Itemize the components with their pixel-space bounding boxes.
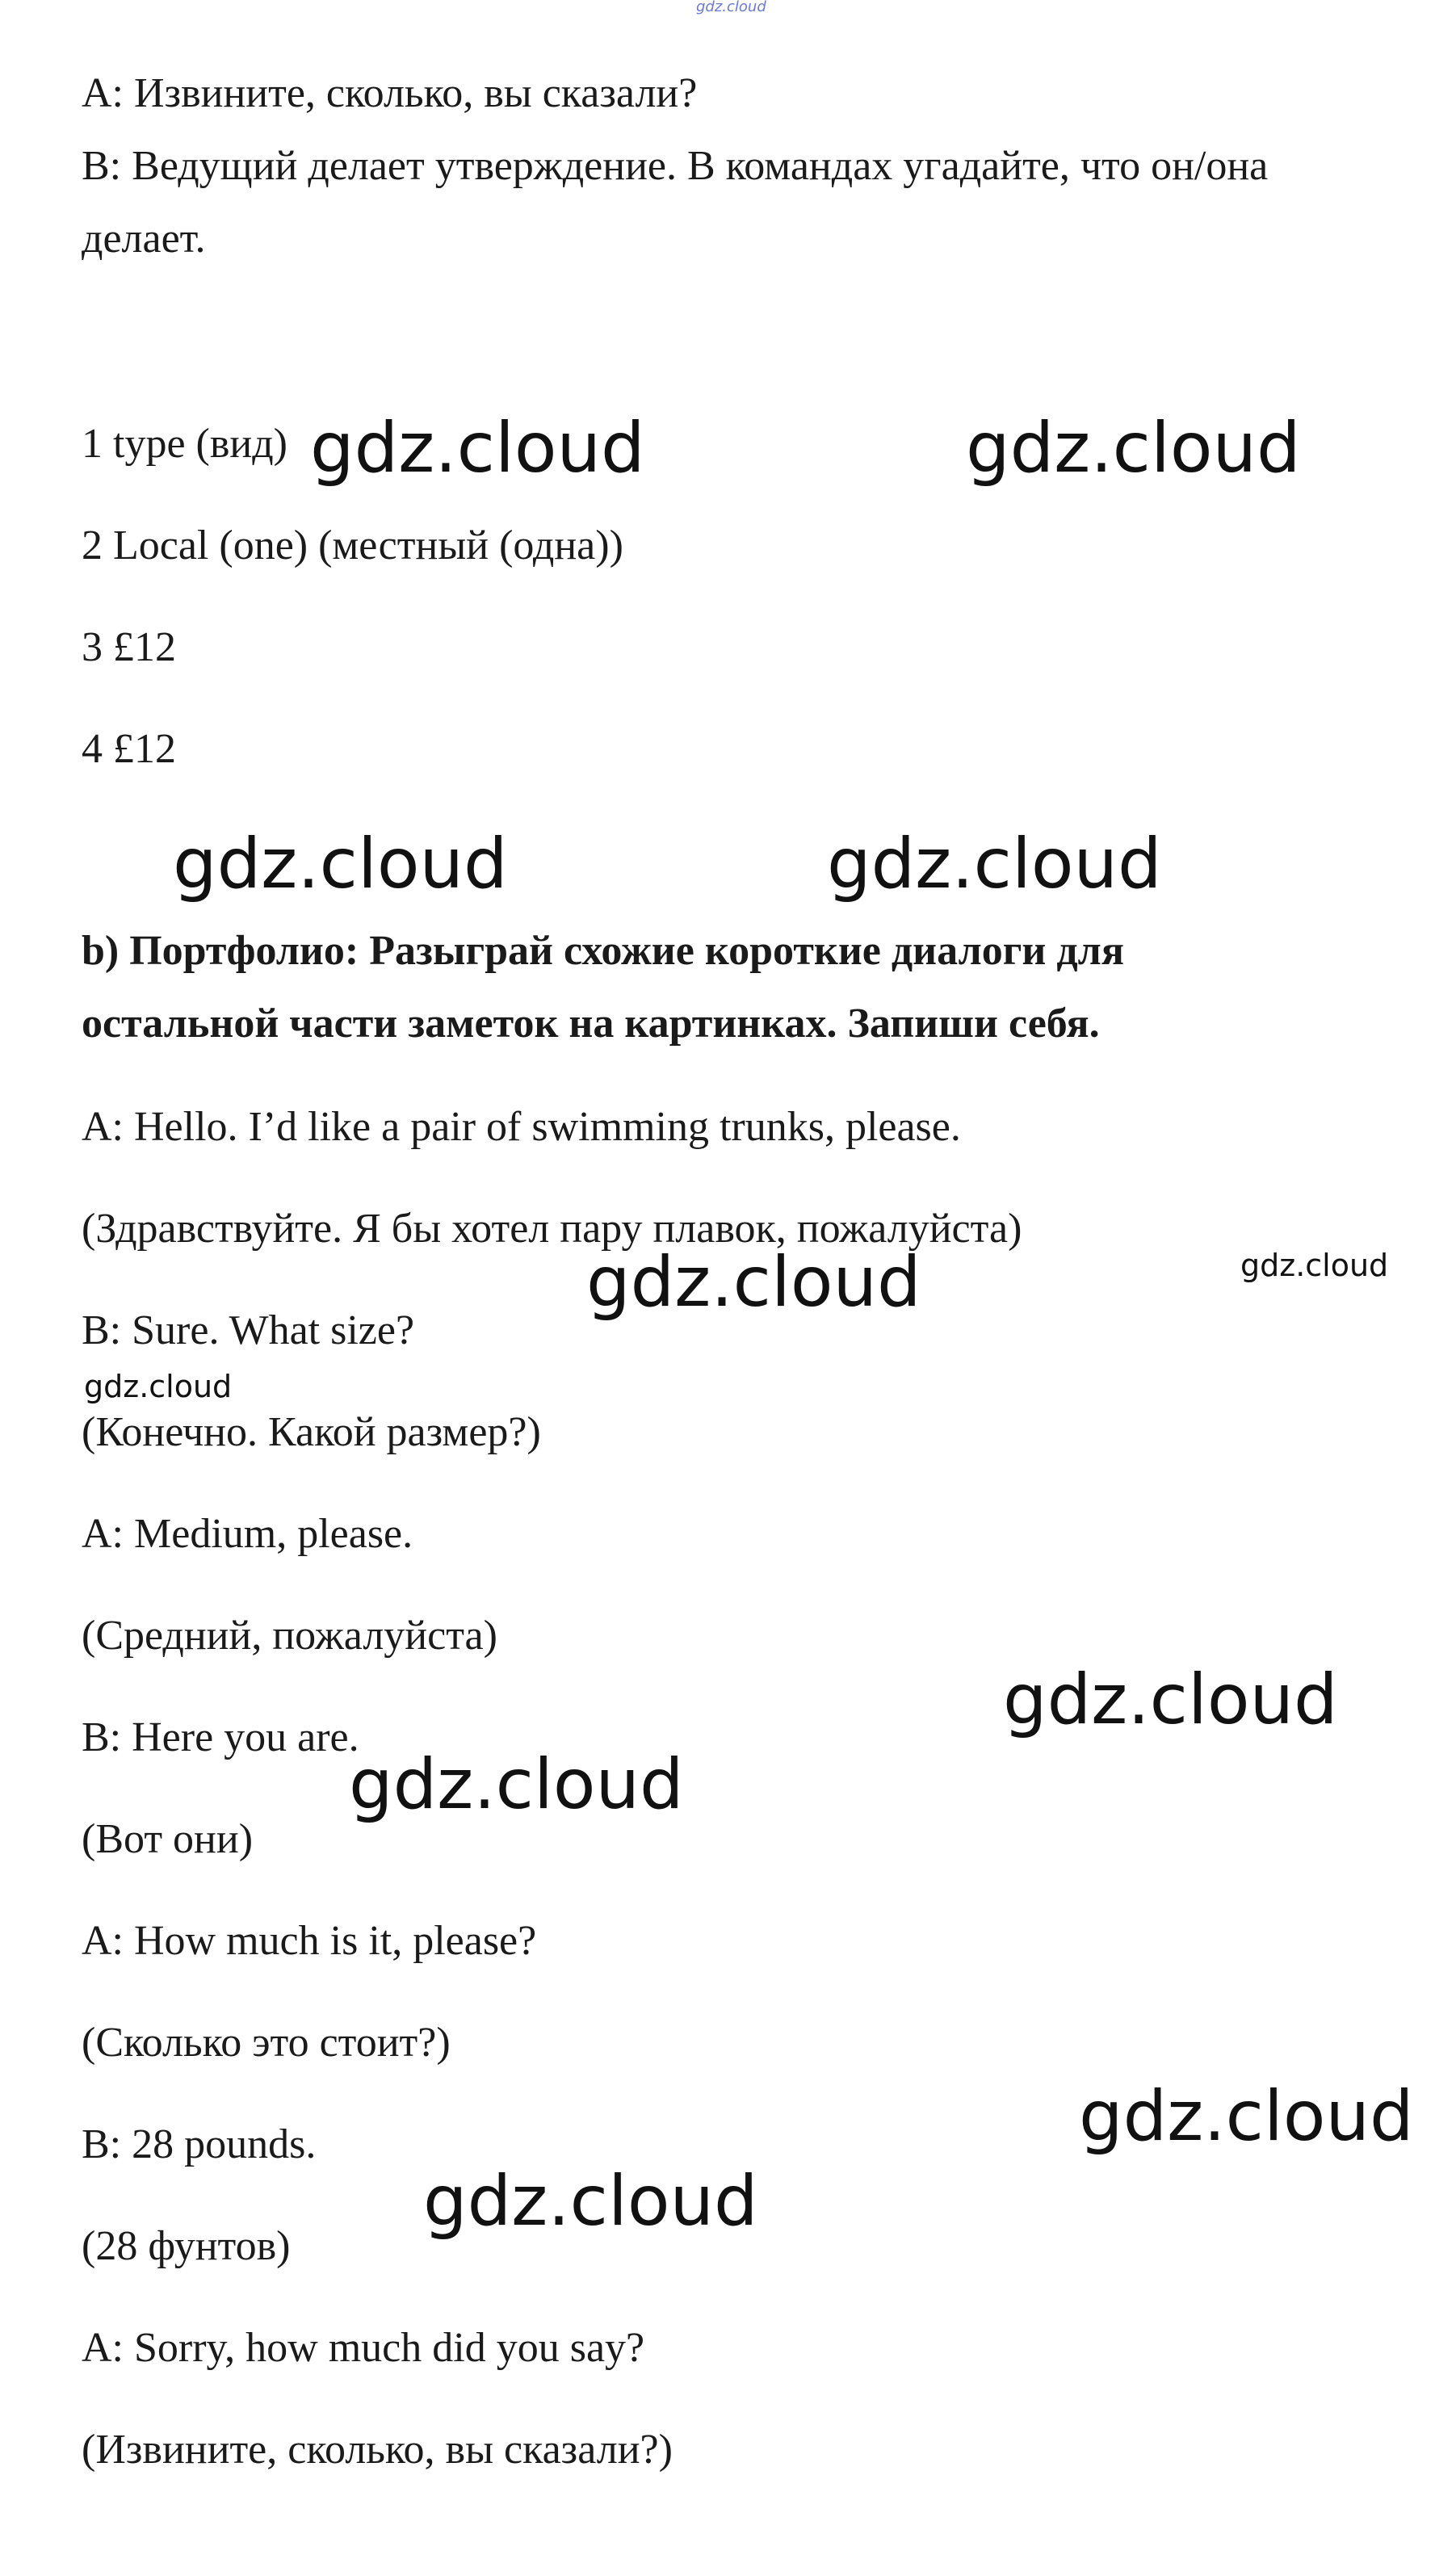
task-b-heading-line-1: b) Портфолио: Разыграй схожие короткие диалоги для xyxy=(82,928,1124,974)
dialogue-line: A: Hello. I’d like a pair of swimming trunks, please. xyxy=(82,1104,961,1150)
answer-4: 4 £12 xyxy=(82,726,176,772)
dialogue-line: B: Sure. What size? xyxy=(82,1307,415,1353)
watermark: gdz.cloud xyxy=(349,1744,684,1825)
task-b-heading-line-2: остальной части заметок на картинках. Запиши себя. xyxy=(82,1001,1100,1047)
dialogue-line: A: Medium, please. xyxy=(82,1511,413,1557)
answer-3: 3 £12 xyxy=(82,624,176,670)
answer-2: 2 Local (one) (местный (одна)) xyxy=(82,522,623,568)
dialogue-translation: (28 фунтов) xyxy=(82,2223,291,2269)
watermark: gdz.cloud xyxy=(310,408,645,489)
dialogue-line: A: How much is it, please? xyxy=(82,1918,537,1964)
dialogue-line-b: B: Ведущий делает утверждение. В командах угадайте, что он/она xyxy=(82,143,1269,189)
dialogue-translation: (Средний, пожалуйста) xyxy=(82,1613,497,1659)
dialogue-translation: (Сколько это стоит?) xyxy=(82,2020,451,2066)
answer-1: 1 type (вид) xyxy=(82,421,287,467)
dialogue-translation: (Вот они) xyxy=(82,1816,254,1862)
watermark: gdz.cloud xyxy=(1079,2076,1414,2157)
dialogue-line: A: Sorry, how much did you say? xyxy=(82,2325,645,2371)
watermark: gdz.cloud xyxy=(827,824,1162,904)
dialogue-line: B: 28 pounds. xyxy=(82,2121,317,2167)
dialogue-translation: (Конечно. Какой размер?) xyxy=(82,1409,541,1455)
watermark: gdz.cloud xyxy=(1003,1659,1338,1740)
watermark: gdz.cloud xyxy=(423,2161,758,2242)
dialogue-line-b-continued: делает. xyxy=(82,216,206,262)
watermark: gdz.cloud xyxy=(586,1242,921,1323)
watermark: gdz.cloud xyxy=(84,1369,233,1404)
dialogue-translation: (Здравствуйте. Я бы хотел пару плавок, пожалуйста) xyxy=(82,1206,1022,1252)
watermark-top: gdz.cloud xyxy=(696,0,766,15)
watermark: gdz.cloud xyxy=(1240,1248,1389,1283)
dialogue-line-a: A: Извините, сколько, вы сказали? xyxy=(82,70,698,116)
dialogue-translation: (Извините, сколько, вы сказали?) xyxy=(82,2427,673,2473)
watermark: gdz.cloud xyxy=(173,824,508,904)
watermark: gdz.cloud xyxy=(966,408,1301,489)
dialogue-line: B: Here you are. xyxy=(82,1714,359,1760)
